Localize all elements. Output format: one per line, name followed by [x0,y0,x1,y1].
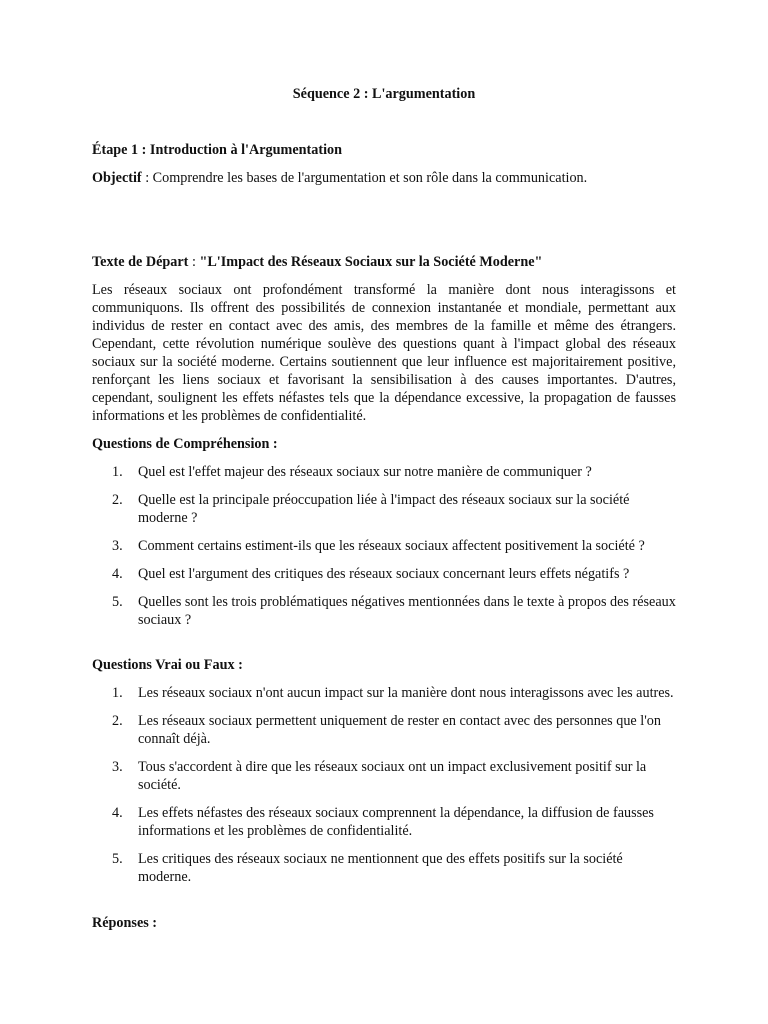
list-item-number: 1. [112,685,123,701]
source-text-separator: : [188,254,200,270]
list-item [92,537,676,555]
true-false-list [92,684,676,896]
list-item-number: 5. [112,851,123,867]
page-title: Séquence 2 : L'argumentation [292,86,476,102]
document-page [92,0,676,1024]
list-item [92,593,676,629]
list-item-text: Tous s'accordent à dire que les réseaux sociaux ont un impact exclusivement positif sur la société. [138,759,647,793]
list-item [92,491,676,527]
list-item-number: 4. [112,566,123,582]
list-item [92,850,676,886]
list-item [92,758,676,794]
list-item [92,565,676,583]
list-item-text: Les effets néfastes des réseaux sociaux comprennent la dépendance, la diffusion de fausses informations et les problèmes de confidentialité. [138,805,654,839]
list-item-number: 1. [112,464,123,480]
objective-line [92,169,587,187]
list-item-number: 5. [112,594,123,610]
list-item [92,463,676,481]
true-false-heading: Questions Vrai ou Faux : [92,657,243,673]
list-item-text: Quelles sont les trois problématiques négatives mentionnées dans le texte à propos des réseaux sociaux ? [138,594,676,628]
answers-heading: Réponses : [92,915,158,931]
source-text-paragraph: Les réseaux sociaux ont profondément transformé la manière dont nous interagissons et communiquons. Ils offrent des possibilités de connexion instantanée et mondiale, permettant aux individus de rester en contact avec des amis, des membres de la famille et même des étrangers. Cependant, cette révolution numérique soulève des questions quant à l'impact global des réseaux sociaux sur la société moderne. Certains soutiennent que leur influence est majoritairement positive, renforçant les liens sociaux et favorisant la sensibilisation à des causes importantes. D'autres, cependant, soulignent les effets néfastes tels que la dépendance excessive, la propagation de fausses informations et les problèmes de confidentialité. [92,282,676,424]
list-item [92,804,676,840]
source-text-label: Texte de Départ [92,254,189,270]
objective-text: : Comprendre les bases de l'argumentation et son rôle dans la communication. [141,170,588,186]
list-item-number: 3. [112,538,123,554]
list-item-number: 4. [112,805,123,821]
comprehension-list [92,463,676,639]
objective-label: Objectif [92,170,142,186]
list-item-text: Quel est l'effet majeur des réseaux sociaux sur notre manière de communiquer ? [138,464,592,480]
list-item [92,684,676,702]
list-item-text: Les critiques des réseaux sociaux ne mentionnent que des effets positifs sur la société moderne. [138,851,623,885]
comprehension-heading: Questions de Compréhension : [92,436,278,452]
step-heading: Étape 1 : Introduction à l'Argumentation [92,142,342,158]
source-text-title: "L'Impact des Réseaux Sociaux sur la Société Moderne" [199,254,543,270]
source-text-heading [92,253,542,271]
list-item-text: Les réseaux sociaux permettent uniquement de rester en contact avec des personnes que l'on connaît déjà. [138,713,661,747]
list-item-number: 3. [112,759,123,775]
list-item-number: 2. [112,492,123,508]
list-item [92,712,676,748]
list-item-text: Quel est l'argument des critiques des réseaux sociaux concernant leurs effets négatifs ? [138,566,630,582]
list-item-text: Quelle est la principale préoccupation liée à l'impact des réseaux sociaux sur la société moderne ? [138,492,630,526]
list-item-text: Les réseaux sociaux n'ont aucun impact sur la manière dont nous interagissons avec les autres. [138,685,674,701]
list-item-text: Comment certains estiment-ils que les réseaux sociaux affectent positivement la société ? [138,538,645,554]
list-item-number: 2. [112,713,123,729]
